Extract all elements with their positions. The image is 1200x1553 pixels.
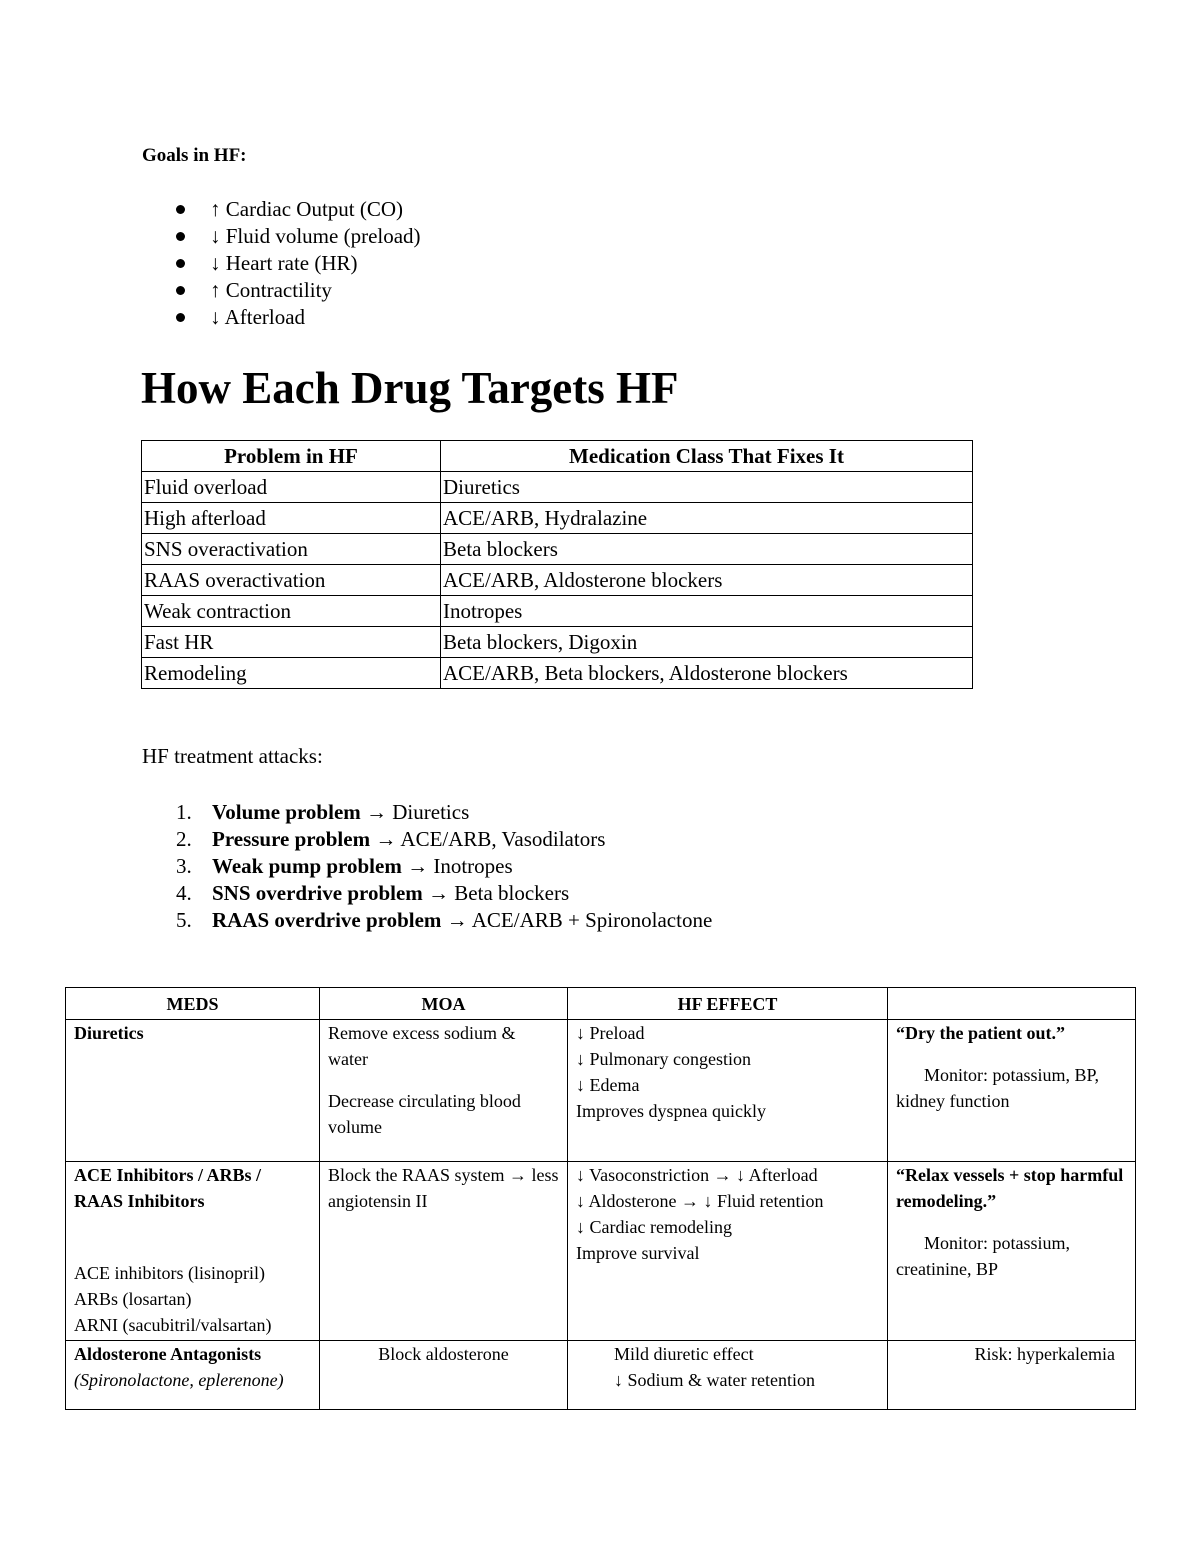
med-name: ACE Inhibitors / ARBs / RAAS Inhibitors — [74, 1165, 262, 1211]
effect-cell — [568, 1341, 888, 1410]
attack-problem: SNS overdrive problem — [212, 881, 423, 905]
attack-item — [142, 826, 712, 853]
med-name: Diuretics — [74, 1023, 144, 1043]
attack-item — [142, 853, 712, 880]
goal-item: ↓ Heart rate (HR) — [142, 250, 421, 277]
med-example: ARBs (losartan) — [74, 1289, 192, 1309]
risk-text: Risk: hyperkalemia — [974, 1344, 1115, 1364]
effect-line: ↓ Preload — [576, 1023, 645, 1043]
problem-cell: Fast HR — [142, 627, 441, 658]
effect-cell — [568, 1020, 888, 1162]
effect-line: ↓ Sodium & water retention — [614, 1370, 815, 1390]
problem-cell: Fluid overload — [142, 472, 441, 503]
moa-cell — [320, 1020, 568, 1162]
notes-cell — [888, 1341, 1136, 1410]
effect-line: ↓ Edema — [576, 1075, 640, 1095]
attack-fix: → ACE/ARB + Spironolactone — [446, 908, 713, 932]
medication-cell: Beta blockers — [441, 534, 973, 565]
attacks-list — [142, 799, 712, 934]
table-header-row — [142, 441, 973, 472]
column-header-moa: MOA — [320, 988, 568, 1020]
medication-cell: ACE/ARB, Hydralazine — [441, 503, 973, 534]
meds-table — [65, 987, 1136, 1410]
problem-medication-table — [141, 440, 973, 689]
goal-item: ↑ Cardiac Output (CO) — [142, 196, 421, 223]
attack-problem: Volume problem — [212, 800, 361, 824]
effect-line: Improves dyspnea quickly — [576, 1101, 766, 1121]
effect-line: Mild diuretic effect — [614, 1344, 754, 1364]
table-row — [142, 565, 973, 596]
item-number: 4. — [176, 881, 192, 905]
table-header-row — [66, 988, 1136, 1020]
table-row — [142, 534, 973, 565]
attack-item — [142, 880, 712, 907]
table-row-ace-inhibitors — [66, 1162, 1136, 1341]
problem-cell: RAAS overactivation — [142, 565, 441, 596]
column-header: Medication Class That Fixes It — [441, 441, 973, 472]
item-number: 2. — [176, 827, 192, 851]
column-header-notes — [888, 988, 1136, 1020]
attack-item — [142, 907, 712, 934]
med-example: ARNI (sacubitril/valsartan) — [74, 1315, 272, 1335]
notes-cell — [888, 1162, 1136, 1341]
moa-cell — [320, 1162, 568, 1341]
med-example: (Spironolactone, eplerenone) — [74, 1370, 284, 1390]
goal-item: ↓ Fluid volume (preload) — [142, 223, 421, 250]
goal-item: ↓ Afterload — [142, 304, 421, 331]
item-number: 1. — [176, 800, 192, 824]
medication-cell: Inotropes — [441, 596, 973, 627]
med-cell — [66, 1162, 320, 1341]
attack-problem: RAAS overdrive problem — [212, 908, 442, 932]
effect-line: ↓ Aldosterone → ↓ Fluid retention — [576, 1191, 824, 1211]
quote-text: “Relax vessels + stop harmful remodeling.” — [896, 1165, 1124, 1211]
column-header-meds: MEDS — [66, 988, 320, 1020]
table-row — [142, 503, 973, 534]
effect-line: Improve survival — [576, 1243, 700, 1263]
page-title: How Each Drug Targets HF — [141, 363, 679, 413]
attacks-intro: HF treatment attacks: — [142, 744, 323, 768]
attack-fix: → Inotropes — [407, 854, 513, 878]
item-number: 5. — [176, 908, 192, 932]
monitor-text: Monitor: potassium, BP, kidney function — [896, 1065, 1100, 1111]
problem-cell: Weak contraction — [142, 596, 441, 627]
moa-line: Decrease circulating blood volume — [328, 1091, 521, 1137]
problem-cell: SNS overactivation — [142, 534, 441, 565]
med-cell — [66, 1020, 320, 1162]
attack-fix: → Diuretics — [366, 800, 470, 824]
table-row — [142, 658, 973, 689]
column-header-hf-effect: HF EFFECT — [568, 988, 888, 1020]
goals-heading: Goals in HF: — [142, 145, 247, 166]
item-number: 3. — [176, 854, 192, 878]
column-header: Problem in HF — [142, 441, 441, 472]
attack-item — [142, 799, 712, 826]
goal-item: ↑ Contractility — [142, 277, 421, 304]
attack-problem: Pressure problem — [212, 827, 371, 851]
effect-line: ↓ Vasoconstriction → ↓ Afterload — [576, 1165, 818, 1185]
problem-cell: High afterload — [142, 503, 441, 534]
monitor-text: Monitor: potassium, creatinine, BP — [896, 1233, 1071, 1279]
effect-cell — [568, 1162, 888, 1341]
table-row — [142, 472, 973, 503]
table-row — [142, 596, 973, 627]
med-example: ACE inhibitors (lisinopril) — [74, 1263, 265, 1283]
moa-cell — [320, 1341, 568, 1410]
notes-cell — [888, 1020, 1136, 1162]
med-cell — [66, 1341, 320, 1410]
attack-fix: → ACE/ARB, Vasodilators — [375, 827, 606, 851]
moa-line: Remove excess sodium & water — [328, 1023, 516, 1069]
effect-line: ↓ Cardiac remodeling — [576, 1217, 732, 1237]
problem-cell: Remodeling — [142, 658, 441, 689]
moa-line: Block aldosterone — [378, 1344, 509, 1364]
med-name: Aldosterone Antagonists — [74, 1344, 262, 1364]
attack-fix: → Beta blockers — [428, 881, 570, 905]
medication-cell: Beta blockers, Digoxin — [441, 627, 973, 658]
moa-line: Block the RAAS system → less angiotensin II — [328, 1165, 559, 1211]
medication-cell: ACE/ARB, Beta blockers, Aldosterone blockers — [441, 658, 973, 689]
medication-cell: ACE/ARB, Aldosterone blockers — [441, 565, 973, 596]
attack-problem: Weak pump problem — [212, 854, 402, 878]
medication-cell: Diuretics — [441, 472, 973, 503]
quote-text: “Dry the patient out.” — [896, 1023, 1065, 1043]
effect-line: ↓ Pulmonary congestion — [576, 1049, 751, 1069]
goals-list — [142, 196, 421, 331]
table-row-aldosterone — [66, 1341, 1136, 1410]
table-row-diuretics — [66, 1020, 1136, 1162]
table-row — [142, 627, 973, 658]
